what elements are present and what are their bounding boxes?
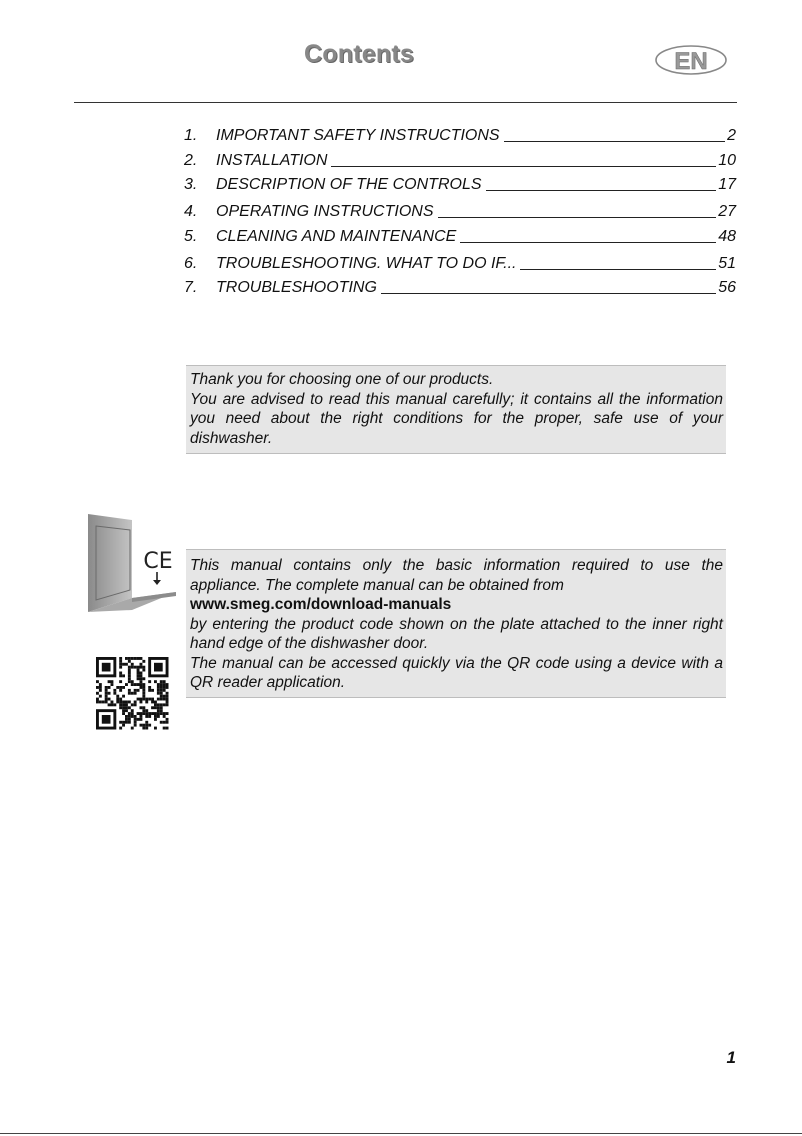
toc-item-6[interactable]	[184, 255, 736, 273]
product-code-text: by entering the product code shown on the plate attached to the inner right hand edge of the dishwasher door.	[190, 615, 723, 652]
toc-item-7[interactable]	[184, 279, 736, 297]
toc-number: 4.	[184, 203, 198, 220]
toc-number: 1.	[184, 127, 198, 144]
toc-leader	[331, 166, 716, 167]
toc-number: 7.	[184, 279, 198, 296]
toc-title: OPERATING INSTRUCTIONS	[216, 203, 434, 220]
qr-code[interactable]	[95, 655, 169, 731]
manual-info-text: This manual contains only the basic information required to use the appliance. The complete manual can be obtained from	[190, 557, 723, 594]
page-number: 1	[726, 1048, 736, 1067]
toc-title: IMPORTANT SAFETY INSTRUCTIONS	[216, 127, 500, 144]
toc-page: 56	[718, 279, 736, 296]
toc-title: TROUBLESHOOTING. WHAT TO DO IF...	[216, 255, 517, 272]
toc-item-3[interactable]	[184, 176, 736, 194]
toc-title: INSTALLATION	[216, 152, 328, 169]
page-title: Contents	[304, 40, 414, 68]
language-badge-label: EN	[674, 48, 708, 75]
toc-leader	[504, 141, 726, 142]
toc-page: 17	[718, 176, 736, 193]
toc-page: 2	[727, 127, 736, 144]
download-manuals-link[interactable]: www.smeg.com/download-manuals	[190, 596, 452, 613]
toc-item-1[interactable]	[184, 127, 736, 145]
thank-you-line: Thank you for choosing one of our products.	[190, 371, 494, 388]
bottom-edge-line	[0, 1133, 802, 1134]
advice-paragraph: You are advised to read this manual carefully; it contains all the information you need about the right conditions for the proper, safe use of your dishwasher.	[190, 390, 723, 447]
toc-number: 2.	[184, 152, 198, 169]
toc-leader	[520, 269, 716, 270]
toc-item-5[interactable]	[184, 228, 736, 246]
qr-info-text: The manual can be accessed quickly via the QR code using a device with a QR reader application.	[190, 654, 723, 691]
language-badge	[654, 44, 728, 76]
toc-leader	[381, 293, 716, 294]
toc-page: 48	[718, 228, 736, 245]
ce-label-illustration	[86, 512, 178, 616]
toc-title: DESCRIPTION OF THE CONTROLS	[216, 176, 482, 193]
toc-page: 27	[718, 203, 736, 220]
toc-number: 6.	[184, 255, 198, 272]
toc-leader	[438, 217, 717, 218]
toc-leader	[460, 242, 716, 243]
toc-title: CLEANING AND MAINTENANCE	[216, 228, 457, 245]
toc-page: 51	[718, 255, 736, 272]
toc-item-2[interactable]	[184, 152, 736, 170]
download-manual-notice	[186, 549, 726, 698]
toc-page: 10	[718, 152, 736, 169]
toc-leader	[486, 190, 717, 191]
toc-item-4[interactable]	[184, 203, 736, 221]
table-of-contents	[184, 127, 736, 297]
toc-number: 5.	[184, 228, 198, 245]
header-divider	[74, 102, 737, 103]
toc-title: TROUBLESHOOTING	[216, 279, 377, 296]
thank-you-notice	[186, 365, 726, 454]
toc-number: 3.	[184, 176, 198, 193]
ce-mark: CE	[143, 549, 173, 574]
